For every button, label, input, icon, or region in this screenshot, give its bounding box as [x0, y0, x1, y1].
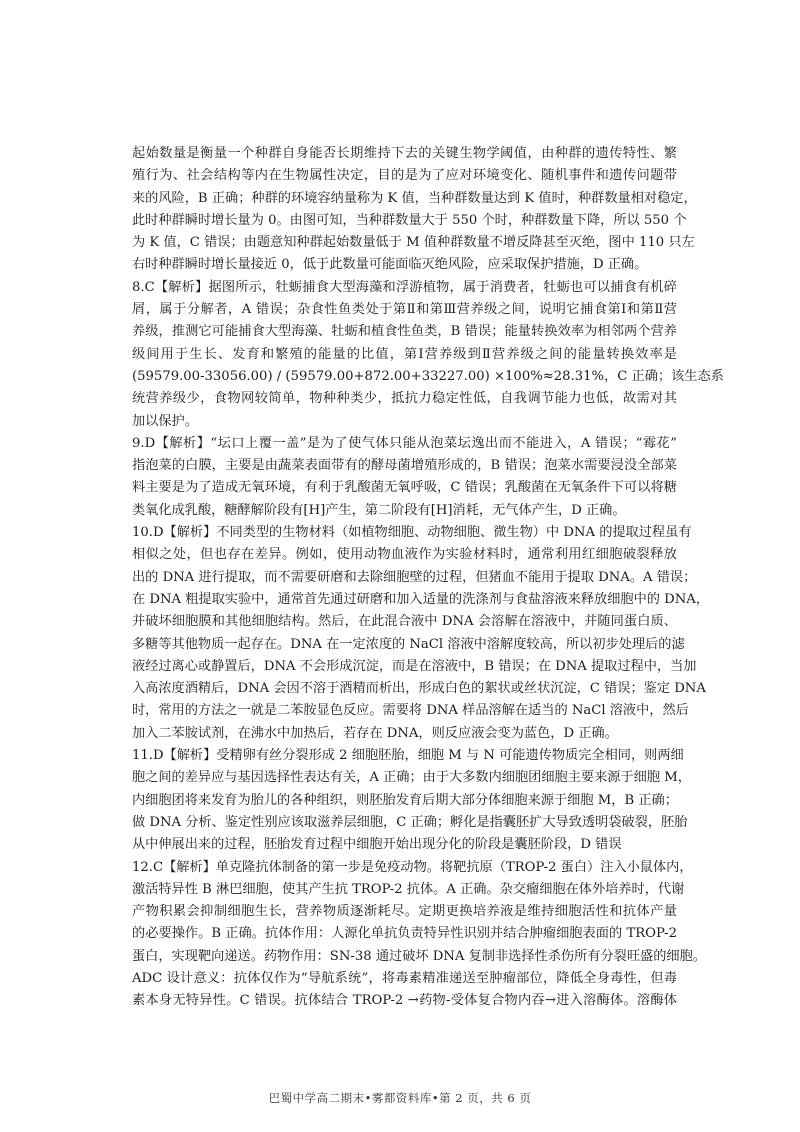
text-line: ADC 设计意义：抗体仅作为“导航系统”，将毒素精准递送至肿瘤部位，降低全身毒性，但毒 — [132, 970, 677, 986]
text-line: 10.D【解析】不同类型的生物材料（如植物细胞、动物细胞、微生物）中 DNA 的提取过程虽有 — [132, 525, 692, 541]
text-line: 类氧化成乳酸，糖酵解阶段有[H]产生，第二阶段有[H]消耗，无气体产生，D 正确。 — [132, 502, 626, 518]
text-line: 来的风险，B 正确；种群的环境容纳量称为 K 值，当种群数量达到 K 值时，种群数量相对稳定， — [132, 190, 697, 206]
text-line: 内细胞团将来发育为胎儿的各种组织，则胚胎发育后期大部分体细胞来源于细胞 M，B 正确； — [132, 792, 678, 808]
text-line: 入高浓度酒精后，DNA 会因不溶于酒精而析出，形成白色的絮状或丝状沉淀，C 错误；鉴定 DNA — [132, 681, 706, 697]
text-line: 12.C【解析】单克隆抗体制备的第一步是免疫动物。将靶抗原（TROP-2 蛋白）注入小鼠体内， — [132, 859, 693, 875]
text-line: 多糖等其他物质一起存在。DNA 在一定浓度的 NaCl 溶液中溶解度较高，所以初步处理后的滤 — [132, 636, 685, 652]
text-line: 做 DNA 分析、鉴定性别应该取滋养层细胞，C 正确；孵化是指囊胚扩大导致透明袋破裂，胚胎 — [132, 814, 688, 830]
text-line: 时，常用的方法之一就是二苯胺显色反应。需要将 DNA 样品溶解在适当的 NaCl 溶液中，然后 — [132, 703, 689, 719]
page-footer: 巴蜀中学高二期末•雾都资料库•第 2 页，共 6 页 — [268, 1091, 532, 1105]
text-line: 激活特异性 B 淋巴细胞，使其产生抗 TROP-2 抗体。A 正确。杂交瘤细胞在体外培养时，代谢 — [132, 881, 685, 897]
text-line: 起始数量是衡量一个种群自身能否长期维持下去的关键生物学阈值，由种群的遗传特性、繁 — [132, 146, 677, 161]
text-line: 在 DNA 粗提取实验中，通常首先通过研磨和加入适量的洗涤剂与食盐溶液来释放细胞中的 DNA， — [132, 591, 709, 607]
text-line: (59579.00-33056.00) / (59579.00+872.00+33227.00) ×100%≈28.31%，C 正确；该生态系 — [132, 368, 724, 384]
text-line: 蛋白，实现靶向递送。药物作用：SN-38 通过破坏 DNA 复制非选择性杀伤所有分裂旺盛的细胞。 — [132, 948, 706, 964]
text-line: 加入二苯胺试剂，在沸水中加热后，若存在 DNA，则反应液会变为蓝色，D 正确。 — [132, 725, 618, 741]
text-line: 养级，推测它可能捕食大型海藻、牡蛎和植食性鱼类，B 错误；能量转换效率为相邻两个营养 — [132, 324, 677, 340]
text-line: 级间用于生长、发育和繁殖的能量的比值，第Ⅰ营养级到Ⅱ营养级之间的能量转换效率是 — [132, 346, 677, 362]
text-line: 11.D【解析】受精卵有丝分裂形成 2 细胞胚胎，细胞 M 与 N 可能遗传物质完全相同，则两细 — [132, 748, 684, 764]
text-line: 右时种群瞬时增长量接近 0，低于此数量可能面临灭绝风险，应采取保护措施，D 正确。 — [132, 257, 648, 273]
text-line: 液经过离心或静置后，DNA 不会形成沉淀，而是在溶液中，B 错误；在 DNA 提取过程中，当加 — [132, 658, 697, 674]
text-line: 的必要操作。B 正确。抗体作用：人源化单抗负责特异性识别并结合肿瘤细胞表面的 TROP-2 — [132, 926, 677, 942]
text-line: 料主要是为了造成无氧环境，有利于乳酸菌无氧呼吸，C 错误；乳酸菌在无氧条件下可以将糖 — [132, 480, 677, 496]
text-line: 此时种群瞬时增长量为 0。由图可知，当种群数量大于 550 个时，种群数量下降，所以 550 个 — [132, 212, 687, 228]
text-line: 屑，属于分解者，A 错误；杂食性鱼类处于第Ⅱ和第Ⅲ营养级之间，说明它捕食第Ⅰ和第Ⅱ营 — [132, 302, 677, 318]
text-line: 统营养级少，食物网较简单，物种种类少，抵抗力稳定性低，自我调节能力也低，故需对其 — [132, 391, 677, 407]
text-line: 产物积累会抑制细胞生长，营养物质逐渐耗尽。定期更换培养液是维持细胞活性和抗体产量 — [132, 904, 677, 920]
text-line: 9.D【解析】“坛口上覆一盖”是为了使气体只能从泡菜坛逸出而不能进入，A 错误；“霉花” — [132, 435, 677, 451]
text-line: 8.C【解析】据图所示，牡蛎捕食大型海藻和浮游植物，属于消费者，牡蛎也可以捕食有机碎 — [132, 279, 677, 295]
text-line: 指泡菜的白膜，主要是由蔬菜表面带有的酵母菌增殖形成的，B 错误；泡菜水需要浸没全部菜 — [132, 458, 677, 474]
text-line: 为 K 值，C 错误；由题意知种群起始数量低于 M 值种群数量不增反降甚至灭绝，图中 110 只左 — [132, 235, 695, 251]
answer-explanation-text — [132, 143, 724, 1013]
text-line: 胞之间的差异应与基因选择性表达有关，A 正确；由于大多数内细胞团细胞主要来源于细胞 M， — [132, 770, 691, 786]
text-line: 出的 DNA 进行提取，而不需要研磨和去除细胞壁的过程，但猪血不能用于提取 DNA。A 错误； — [132, 569, 697, 585]
text-line: 并破坏细胞膜和其他细胞结构。然后，在此混合液中 DNA 会溶解在溶液中，并随同蛋白质、 — [132, 614, 677, 630]
text-line: 相似之处，但也存在差异。例如，使用动物血液作为实验材料时，通常利用红细胞破裂释放 — [132, 547, 677, 563]
text-line: 加以保护。 — [132, 413, 198, 429]
text-line: 殖行为、社会结构等内在生物属性决定，目的是为了应对环境变化、随机事件和遗传问题带 — [132, 168, 677, 184]
text-line: 从中伸展出来的过程，胚胎发育过程中细胞开始出现分化的阶段是囊胚阶段，D 错误 — [132, 837, 622, 853]
text-line: 素本身无特异性。C 错误。抗体结合 TROP-2 →药物-受体复合物内吞→进入溶酶体。溶酶体 — [132, 993, 677, 1009]
